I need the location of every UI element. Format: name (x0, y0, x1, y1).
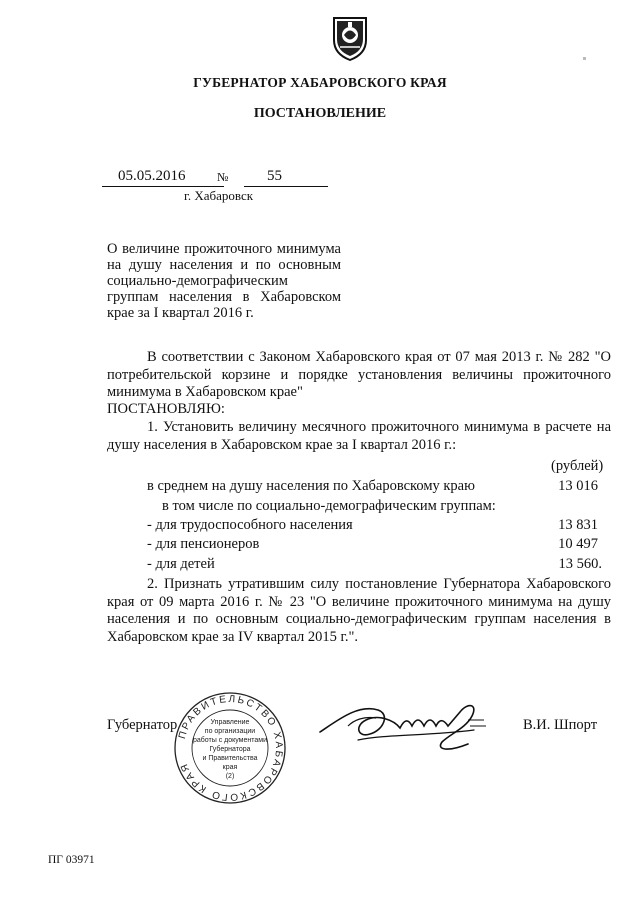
item-1-paragraph: 1. Установить величину месячного прожиточного минимума в расчете на душу населения в Хабаровском крае за I квартал 2016 г.: (107, 419, 611, 453)
row-value-working-age: 13 831 (558, 517, 598, 533)
document-type-heading: ПОСТАНОВЛЕНИЕ (253, 106, 387, 121)
number-underline (244, 186, 328, 187)
document-subject: О величине прожиточного минимума на душу населения и по основным социально-демографическим группам населения в Хабаровском крае за I квартал 2016 г. (107, 241, 341, 321)
row-label-pensioners: - для пенсионеров (147, 536, 260, 552)
stamp-line-3: работы с документами (192, 737, 268, 744)
stamp-line-6: края (222, 764, 238, 771)
form-code: ПГ 03971 (48, 854, 95, 866)
official-stamp (172, 690, 288, 806)
row-label-average: в среднем на душу населения по Хабаровскому краю (147, 478, 475, 494)
row-label-groups: в том числе по социально-демографическим группам: (162, 498, 496, 514)
stamp-outer-text: ПРАВИТЕЛЬСТВО ХАБАРОВСКОГО КРАЯ (176, 693, 285, 803)
decree-word: ПОСТАНОВЛЯЮ: (107, 401, 225, 417)
scan-mark (583, 57, 586, 60)
date-underline (102, 186, 224, 187)
item-2-paragraph: 2. Признать утратившим силу постановление Губернатора Хабаровского края от 09 марта 2016 г. № 23 "О величине прожиточного минимума на душу населения и по основным социально-демографическим группам населения в Хабаровском крае за IV квартал 2015 г.". (107, 576, 611, 645)
issuer-heading: ГУБЕРНАТОР ХАБАРОВСКОГО КРАЯ (193, 75, 447, 90)
stamp-line-5: и Правительства (202, 755, 258, 762)
row-value-pensioners: 10 497 (558, 536, 598, 552)
row-value-children: 13 560. (558, 556, 602, 572)
row-value-average: 13 016 (558, 478, 598, 494)
stamp-line-2: по организации (204, 728, 256, 735)
handwritten-signature (318, 690, 488, 760)
stamp-line-4: Губернатора (209, 746, 251, 753)
document-number: 55 (267, 168, 282, 184)
document-date: 05.05.2016 (118, 168, 186, 184)
unit-label: (рублей) (551, 458, 604, 474)
city-label: г. Хабаровск (184, 188, 254, 203)
legal-basis-paragraph: В соответствии с Законом Хабаровского края от 07 мая 2013 г. № 282 "О потребительской корзине и порядке установления величины прожиточного минимума в Хабаровском крае" (107, 349, 611, 400)
signatory-name: В.И. Шпорт (523, 717, 598, 733)
number-label: № (217, 170, 229, 184)
row-label-children: - для детей (147, 556, 215, 572)
stamp-line-7: (2) (225, 773, 235, 780)
stamp-line-1: Управление (210, 719, 250, 726)
row-label-working-age: - для трудоспособного населения (147, 517, 353, 533)
coat-of-arms-emblem (330, 14, 370, 62)
signatory-title: Губернатор (107, 717, 178, 733)
